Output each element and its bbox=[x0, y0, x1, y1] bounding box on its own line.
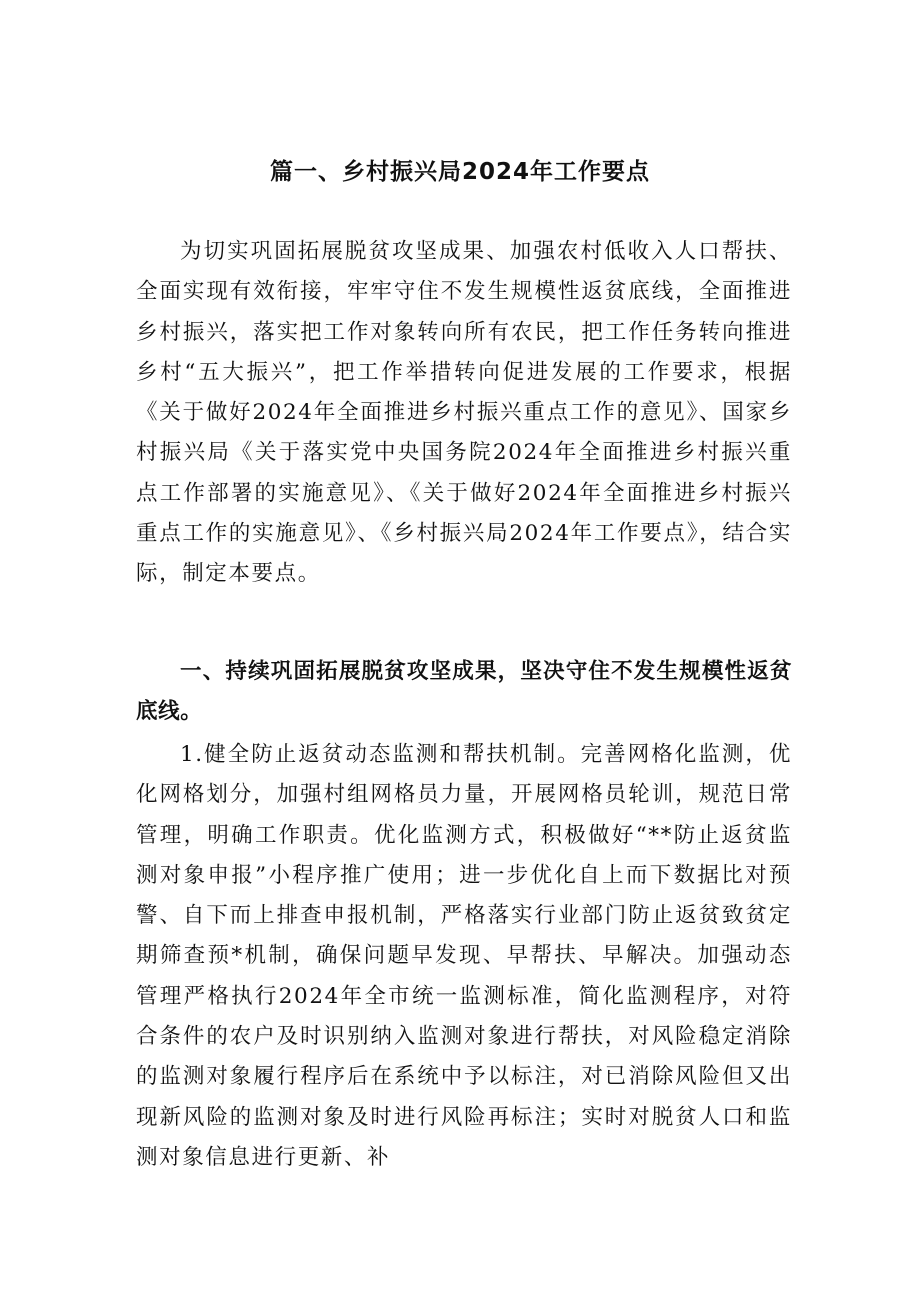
document-title: 篇一、乡村振兴局2024年工作要点 bbox=[269, 159, 650, 185]
item-paragraph: 1.健全防止返贫动态监测和帮扶机制。完善网格化监测，优化网格划分，加强村组网格员力量，开展网格员轮训，规范日常管理，明确工作职责。优化监测方式，积极做好“**防止返贫监测对象申报”小程序推广使用；进一步优化自上而下数据比对预警、自下而上排查申报机制，严格落实行业部门防止返贫致贫定期筛查预*机制，确保问题早发现、早帮扶、早解决。加强动态管理严格执行2024年全市统一监测标准，简化监测程序，对符合条件的农户及时识别纳入监测对象进行帮扶，对风险稳定消除的监测对象履行程序后在系统中予以标注，对已消除风险但又出现新风险的监测对象及时进行风险再标注；实时对脱贫人口和监测对象信息进行更新、补 bbox=[136, 742, 792, 1170]
section-heading: 一、持续巩固拓展脱贫攻坚成果，坚决守住不发生规模性返贫底线。 bbox=[136, 659, 792, 725]
intro-paragraph: 为切实巩固拓展脱贫攻坚成果、加强农村低收入人口帮扶、全面实现有效衔接，牢牢守住不发生规模性返贫底线，全面推进乡村振兴，落实把工作对象转向所有农民，把工作任务转向推进乡村“五大振兴”，把工作举措转向促进发展的工作要求，根据《关于做好2024年全面推进乡村振兴重点工作的意见》、国家乡村振兴局《关于落实党中央国务院2024年全面推进乡村振兴重点工作部署的实施意见》、《关于做好2024年全面推进乡村振兴重点工作的实施意见》、《乡村振兴局2024年工作要点》，结合实际，制定本要点。 bbox=[136, 239, 792, 587]
